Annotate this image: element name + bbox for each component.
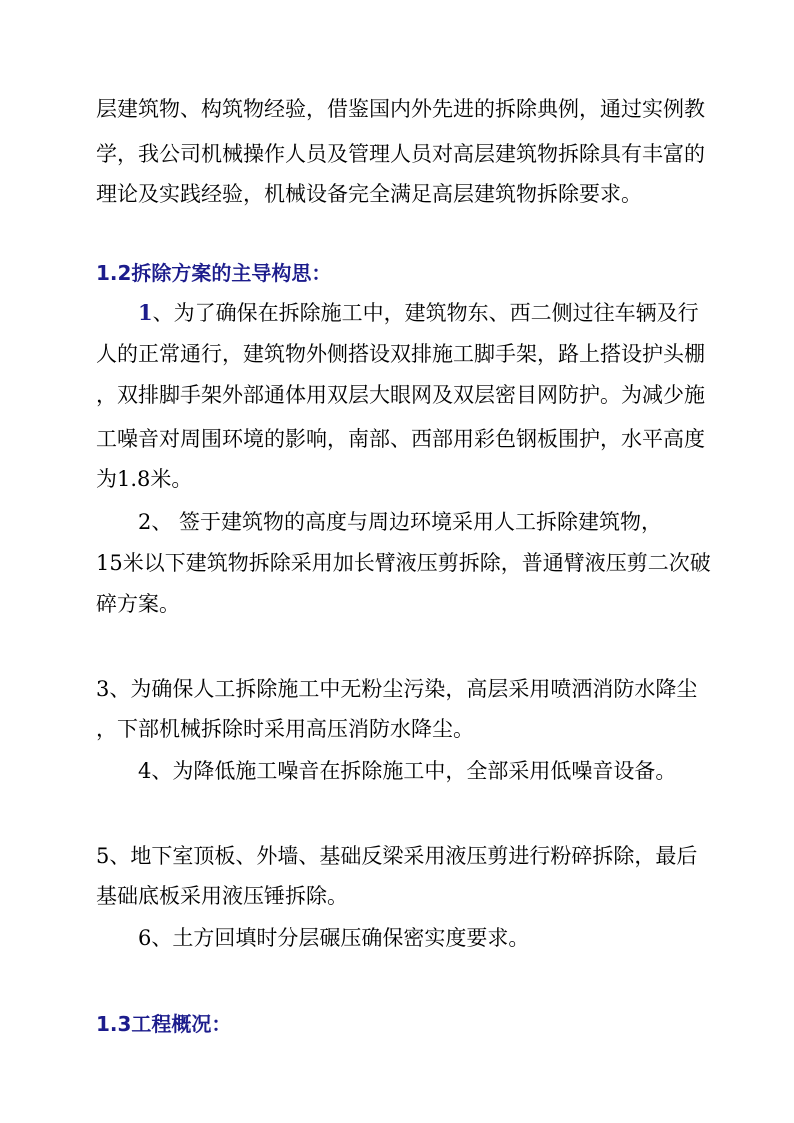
intro-line-1: 层建筑物、构筑物经验，借鉴国内外先进的拆除典例，通过实例教 — [96, 97, 705, 121]
item-5-line-1: 5、地下室顶板、外墙、基础反梁采用液压剪进行粉碎拆除，最后 — [96, 844, 698, 868]
section-1-3-heading: 1.3工程概况： — [96, 1012, 232, 1036]
item-1-line-4: 工噪音对周围环境的影响，南部、西部用彩色钢板围护，水平高度 — [96, 427, 705, 451]
item-1-line-2: 人的正常通行，建筑物外侧搭设双排施工脚手架，路上搭设护头棚 — [96, 342, 705, 366]
item-1-line-1 — [138, 299, 699, 327]
item-1-number: 1 — [138, 300, 153, 325]
item-1-line-1-text: 、为了确保在拆除施工中，建筑物东、西二侧过往车辆及行 — [152, 301, 699, 325]
item-2-line-1: 2、 签于建筑物的高度与周边环境采用人工拆除建筑物， — [138, 510, 663, 534]
item-4-line-1: 4、为降低施工噪音在拆除施工中，全部采用低噪音设备。 — [138, 759, 677, 783]
item-2-line-2: 15米以下建筑物拆除采用加长臂液压剪拆除，普通臂液压剪二次破 — [96, 551, 711, 575]
intro-line-2: 学，我公司机械操作人员及管理人员对高层建筑物拆除具有丰富的 — [96, 142, 705, 166]
item-5-line-2: 基础底板采用液压锤拆除。 — [96, 884, 348, 908]
item-1-line-3: ，双排脚手架外部通体用双层大眼网及双层密目网防护。为减少施 — [96, 383, 705, 407]
item-2-line-3: 碎方案。 — [96, 592, 180, 616]
section-1-2-heading: 1.2拆除方案的主导构思： — [96, 261, 332, 285]
item-3-line-1: 3、为确保人工拆除施工中无粉尘污染，高层采用喷洒消防水降尘 — [96, 677, 698, 701]
item-3-line-2: ，下部机械拆除时采用高压消防水降尘。 — [96, 717, 474, 741]
item-6-line-1: 6、土方回填时分层碾压确保密实度要求。 — [138, 926, 530, 950]
intro-line-3: 理论及实践经验，机械设备完全满足高层建筑物拆除要求。 — [96, 182, 642, 206]
item-1-line-5: 为1.8米。 — [96, 467, 193, 491]
